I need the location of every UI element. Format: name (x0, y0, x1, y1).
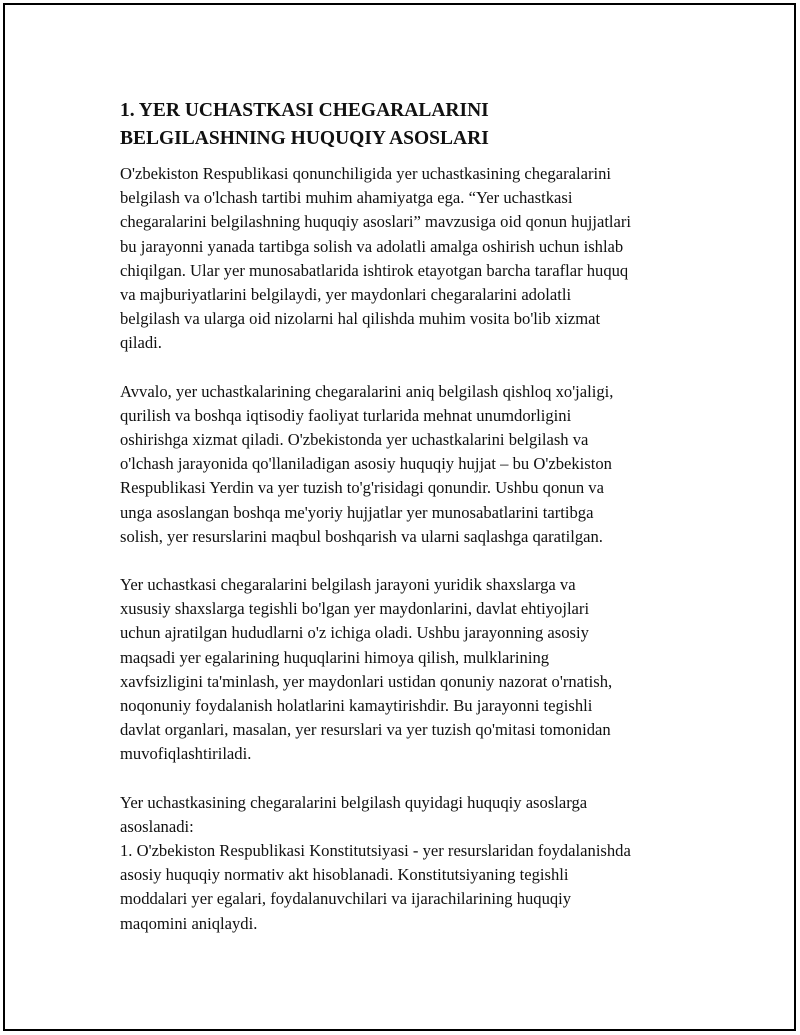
section-heading (120, 97, 700, 153)
paragraph-legal-bases: Yer uchastkasining chegaralarini belgilash quyidagi huquqiy asoslarga asoslanadi: 1. O'zbekiston Respublikasi Konstitutsiyasi - yer resurslaridan foydalanishda asosiy huquqiy normativ akt hisoblanadi. Konstitutsiyaning tegishli moddalari yer egalari, foydalanuvchilari va ijarachilarining huquqiy maqomini aniqlaydi. (120, 792, 631, 933)
section-heading-line-1: 1. YER UCHASTKASI CHEGARALARINI (120, 100, 489, 121)
section-heading-line-2: BELGILASHNING HUQUQIY ASOSLARI (120, 128, 489, 149)
document-body (120, 97, 700, 936)
paragraph-process: Yer uchastkasi chegaralarini belgilash jarayoni yuridik shaxslarga va xususiy shaxslarga tegishli bo'lgan yer maydonlarini, davlat ehtiyojlari uchun ajratilgan hududlarni o'z ichiga oladi. Ushbu jarayonning asosiy maqsadi yer egalarining huquqlarini himoya qilish, mulklarining xavfsizligini ta'minlash, yer maydonlari ustidan qonuniy nazorat o'rnatish, noqonuniy foydalanish holatlarini kamaytirishdir. Bu jarayonni tegishli davlat organlari, masalan, yer resurslari va yer tuzish qo'mitasi tomonidan muvofiqlashtiriladi. (120, 575, 613, 764)
document-page (3, 3, 796, 1031)
paragraph-intro: O'zbekiston Respublikasi qonunchiligida yer uchastkasining chegaralarini belgilash va o'lchash tartibi muhim ahamiyatga ega. “Yer uchastkasi chegaralarini belgilashning huquqiy asoslari” mavzusiga oid qonun hujjatlari bu jarayonni yanada tartibga solish va adolatli amalga oshirish uchun ishlab chiqilgan. Ular yer munosabatlarida ishtirok etayotgan barcha taraflar huquq va majburiyatlarini belgilaydi, yer maydonlari chegaralarini adolatli belgilash va ularga oid nizolarni hal qilishda muhim vosita bo'lib xizmat qiladi. (120, 164, 632, 353)
paragraph-law: Avvalo, yer uchastkalarining chegaralarini aniq belgilash qishloq xo'jaligi, qurilish va boshqa iqtisodiy faoliyat turlarida mehnat unumdorligini oshirishga xizmat qiladi. O'zbekistonda yer uchastkalarini belgilash va o'lchash jarayonida qo'llaniladigan asosiy huquqiy hujjat – bu O'zbekiston Respublikasi Yerdin va yer tuzish to'g'risidagi qonundir. Ushbu qonun va unga asoslangan boshqa me'yoriy hujjatlar yer munosabatlarini tartibga solish, yer resurslarini maqbul boshqarish va ularni saqlashga qaratilgan. (120, 381, 614, 546)
